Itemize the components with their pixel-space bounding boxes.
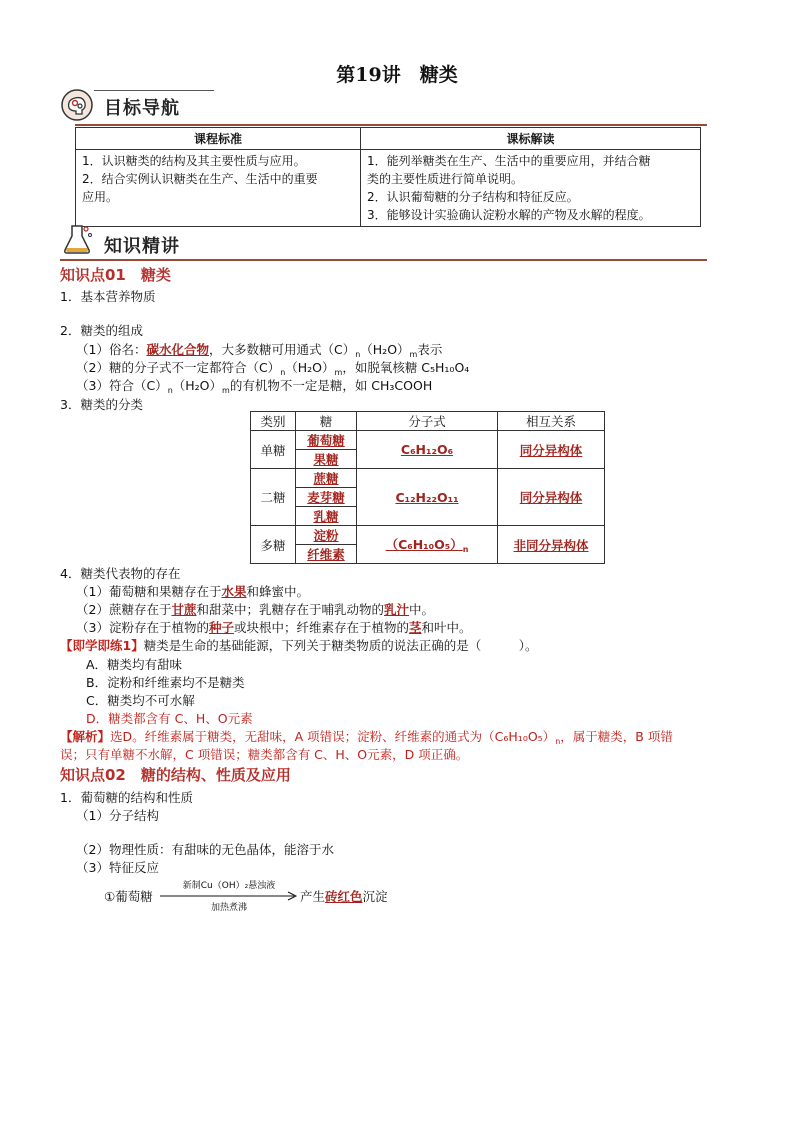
cell-di-relation: 同分异构体 <box>498 469 605 526</box>
kp2-heading: 知识点02 糖的结构、性质及应用 <box>60 766 291 784</box>
th-formula: 分子式 <box>357 412 498 431</box>
reaction-reagent: 新制Cu（OH）₂悬浊液 <box>182 881 276 891</box>
kp2-item1: 1．葡萄糖的结构和性质 <box>60 790 193 805</box>
kp1-existence-3: （3）淀粉存在于植物的种子或块根中；纤维素存在于植物的茎和叶中。 <box>76 620 472 635</box>
practice-question: 【即学即练1】糖类是生命的基础能源，下列关于糖类物质的说法正确的是（ ）。 <box>60 638 538 653</box>
goal-table-interpretation-cell: 1．能列举糖类在生产、生活中的重要应用，并结合糖 类的主要性质进行简单说明。 2．认识葡萄糖的分子结构和特征反应。 3．能够设计实验确认淀粉水解的产物及水解的程度。 <box>361 150 701 227</box>
page-title: 第19讲 糖类 <box>336 64 458 86</box>
practice-option-d: D．糖类都含有 C、H、O元素 <box>86 711 253 726</box>
cell-cellulose: 纤维素 <box>296 545 357 564</box>
flask-icon <box>60 222 94 256</box>
answer-carbohydrate: 碳水化合物 <box>146 342 209 357</box>
goal-table-standard-cell: 1．认识糖类的结构及其主要性质与应用。 2．结合实例认识糖类在生产、生活中的重要 应用。 <box>76 150 361 227</box>
kp2-reaction-title: （3）特征反应 <box>76 860 159 875</box>
kp1-item3: 3．糖类的分类 <box>60 397 143 412</box>
cell-starch: 淀粉 <box>296 526 357 545</box>
reaction-result: 产生砖红色沉淀 <box>300 889 388 904</box>
kp2-structure: （1）分子结构 <box>76 808 159 823</box>
knowledge-section-title: 知识精讲 <box>104 236 180 257</box>
kp1-existence-1: （1）葡萄糖和果糖存在于水果和蜂蜜中。 <box>76 584 309 599</box>
sugar-classification-table <box>250 411 605 564</box>
goal-section-header <box>60 88 460 124</box>
cell-mono-formula: C₆H₁₂O₆ <box>357 431 498 469</box>
goal-table-header-standard: 课程标准 <box>76 128 361 150</box>
brain-gears-icon <box>60 88 94 122</box>
kp1-composition-2: （2）糖的分子式不一定都符合$(C)_n(H_2O)_m$，如脱氧核糖 C₅H₁₀O₄ <box>76 360 470 377</box>
kp1-item2: 2．糖类的组成 <box>60 323 143 338</box>
practice-analysis-line1: 【解析】选D。纤维素属于糖类，无甜味，A 项错误；淀粉、纤维素的通式为$(C_6H_{10}O_5)_n$，属于糖类，B 项错 <box>60 729 673 746</box>
goal-divider <box>75 124 707 126</box>
cell-di-category: 二糖 <box>251 469 296 526</box>
kp1-existence-2: （2）蔗糖存在于甘蔗和甜菜中；乳糖存在于哺乳动物的乳汁中。 <box>76 602 435 617</box>
goal-table-header-interpretation: 课标解读 <box>361 128 701 150</box>
knowledge-divider <box>60 259 707 261</box>
cell-lactose: 乳糖 <box>296 507 357 526</box>
cell-fructose: 果糖 <box>296 450 357 469</box>
practice-option-b: B．淀粉和纤维素均不是糖类 <box>86 675 245 690</box>
cell-mono-category: 单糖 <box>251 431 296 469</box>
cell-poly-category: 多糖 <box>251 526 296 564</box>
kp2-physical: （2）物理性质：有甜味的无色晶体，能溶于水 <box>76 842 334 857</box>
th-category: 类别 <box>251 412 296 431</box>
kp1-composition-3: （3）符合$(C)_n(H_2O)_m$的有机物不一定是糖，如 CH₃COOH <box>76 378 433 395</box>
reaction-reactant: ①葡萄糖 <box>104 889 153 904</box>
cell-maltose: 麦芽糖 <box>296 488 357 507</box>
goal-table <box>75 127 701 227</box>
knowledge-section-header <box>60 222 460 258</box>
reaction-condition: 加热煮沸 <box>210 903 247 913</box>
kp1-composition-1: （1）俗名：碳水化合物，大多数糖可用通式$(C)_n(H_2O)_m$表示 <box>76 342 443 359</box>
th-relation: 相互关系 <box>498 412 605 431</box>
cell-poly-relation: 非同分异构体 <box>498 526 605 564</box>
practice-option-a: A．糖类均有甜味 <box>86 657 183 672</box>
practice-analysis-line2: 误；只有单糖不水解，C 项错误；糖类都含有 C、H、O元素，D 项正确。 <box>60 747 469 762</box>
cell-di-formula: C₁₂H₂₂O₁₁ <box>357 469 498 526</box>
cell-mono-relation: 同分异构体 <box>498 431 605 469</box>
goal-section-title: 目标导航 <box>104 98 180 119</box>
kp1-item1: 1．基本营养物质 <box>60 289 156 304</box>
kp1-item4: 4．糖类代表物的存在 <box>60 566 181 581</box>
practice-option-c: C．糖类均不可水解 <box>86 693 195 708</box>
cell-glucose: 葡萄糖 <box>296 431 357 450</box>
cell-poly-formula: $(C_6H_{10}O_5)_n$ <box>357 526 498 564</box>
th-sugar: 糖 <box>296 412 357 431</box>
kp1-heading: 知识点01 糖类 <box>60 266 171 284</box>
cell-sucrose: 蔗糖 <box>296 469 357 488</box>
